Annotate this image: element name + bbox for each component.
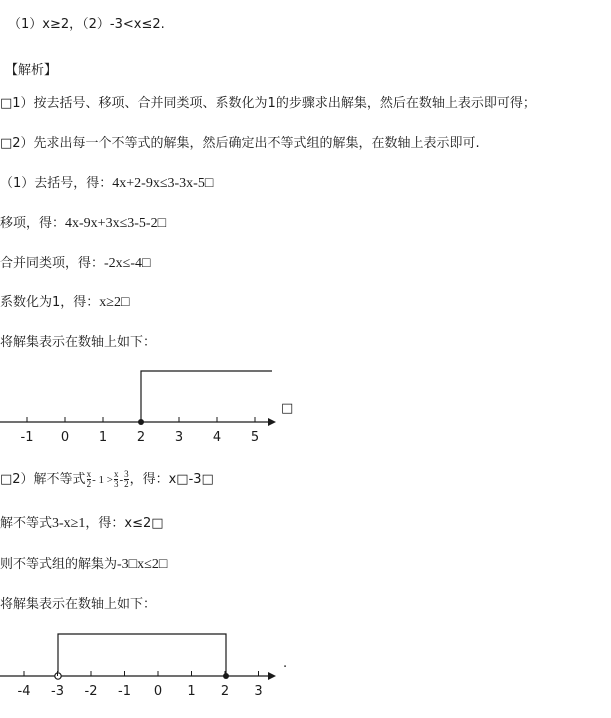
- tick-label: 4: [212, 430, 222, 445]
- p2-step-system-label: 则不等式组的解集为: [0, 557, 118, 572]
- tick-label: -1: [20, 430, 34, 445]
- tick-label: 2: [220, 684, 230, 699]
- answer-line: （1）x≥2，（2）-3<x≤2.: [8, 17, 165, 32]
- p2-ineq-mid: - 1 >: [92, 474, 113, 486]
- p2-step-ineq1-tail: ，得：x□-3□: [129, 472, 214, 487]
- p1-step-coefficient: [0, 294, 129, 312]
- p1-step-expand: [0, 175, 213, 193]
- p1-step-expand-label: （1）去括号，得：: [0, 176, 113, 191]
- tick-label: -3: [51, 684, 64, 699]
- p1-trailing-mark: □: [281, 401, 294, 416]
- tick-label: 2: [136, 430, 146, 445]
- p1-step-coefficient-expr: x≥2□: [99, 295, 130, 310]
- p2-step-system-expr: -3□x≤2□: [117, 557, 168, 572]
- tick-label: 1: [98, 430, 108, 445]
- tick-label: -2: [84, 684, 98, 699]
- p1-graph-intro: 将解集表示在数轴上如下：: [0, 335, 157, 350]
- p1-step-coefficient-label: 系数化为1，得：: [0, 295, 100, 310]
- tick-label: 3: [254, 684, 263, 699]
- hint-part-1: □1）按去括号、移项、合并同类项、系数化为1的步骤求出解集，然后在数轴上表示即可得；: [0, 96, 536, 111]
- p2-step-ineq2-tail: ，得：x≤2□: [85, 516, 164, 531]
- p2-step-ineq2: [0, 515, 164, 533]
- p2-trailing-mark: .: [283, 656, 288, 671]
- tick-label: -1: [118, 684, 131, 699]
- tick-label: 0: [153, 684, 163, 699]
- p2-step-ineq2-expr: 3-x≥1: [52, 516, 86, 531]
- p1-step-move-label: 移项，得：: [0, 216, 66, 231]
- p2-step-system: [0, 556, 167, 574]
- p2-ineq-minus: -: [119, 474, 124, 486]
- fraction-x-over-2: $\frac{x}{2}$: [86, 469, 92, 489]
- p1-step-move-expr: 4x-9x+3x≤3-5-2□: [65, 216, 167, 231]
- tick-label: 0: [60, 430, 70, 445]
- tick-label: 1: [187, 684, 196, 699]
- tick-label: 3: [174, 430, 184, 445]
- axis-arrow: [268, 672, 276, 680]
- number-line-2: [0, 625, 611, 715]
- p1-step-move: [0, 215, 166, 233]
- analysis-heading: 【解析】: [5, 63, 58, 78]
- hint-part-2: □2）先求出每一个不等式的解集，然后确定出不等式组的解集，在数轴上表示即可.: [0, 136, 480, 151]
- p2-step-ineq1: [0, 470, 214, 489]
- p2-graph-intro: 将解集表示在数轴上如下：: [0, 597, 157, 612]
- solution-interval-neg3-to-2: [58, 634, 226, 676]
- p2-step-ineq2-label: 解不等式: [0, 516, 53, 531]
- p1-step-expand-expr: 4x+2-9x≤3-3x-5□: [112, 176, 214, 191]
- p1-step-combine-expr: -2x≤-4□: [104, 256, 151, 271]
- fraction-3-over-2: $\frac{3}{2}$: [124, 469, 129, 489]
- closed-endpoint-2: [223, 673, 229, 679]
- p1-step-combine: [0, 255, 150, 273]
- axis-arrow: [268, 418, 276, 426]
- tick-label: 5: [250, 430, 260, 445]
- tick-label: -4: [17, 684, 31, 699]
- p1-step-combine-label: 合并同类项，得：: [0, 256, 105, 271]
- p2-step-ineq1-label: □2）解不等式: [0, 472, 86, 487]
- fraction-x-over-3: $\frac{x}{3}$: [113, 469, 119, 489]
- number-line-1: [0, 365, 611, 455]
- solution-ray-x-ge-2: [141, 371, 272, 422]
